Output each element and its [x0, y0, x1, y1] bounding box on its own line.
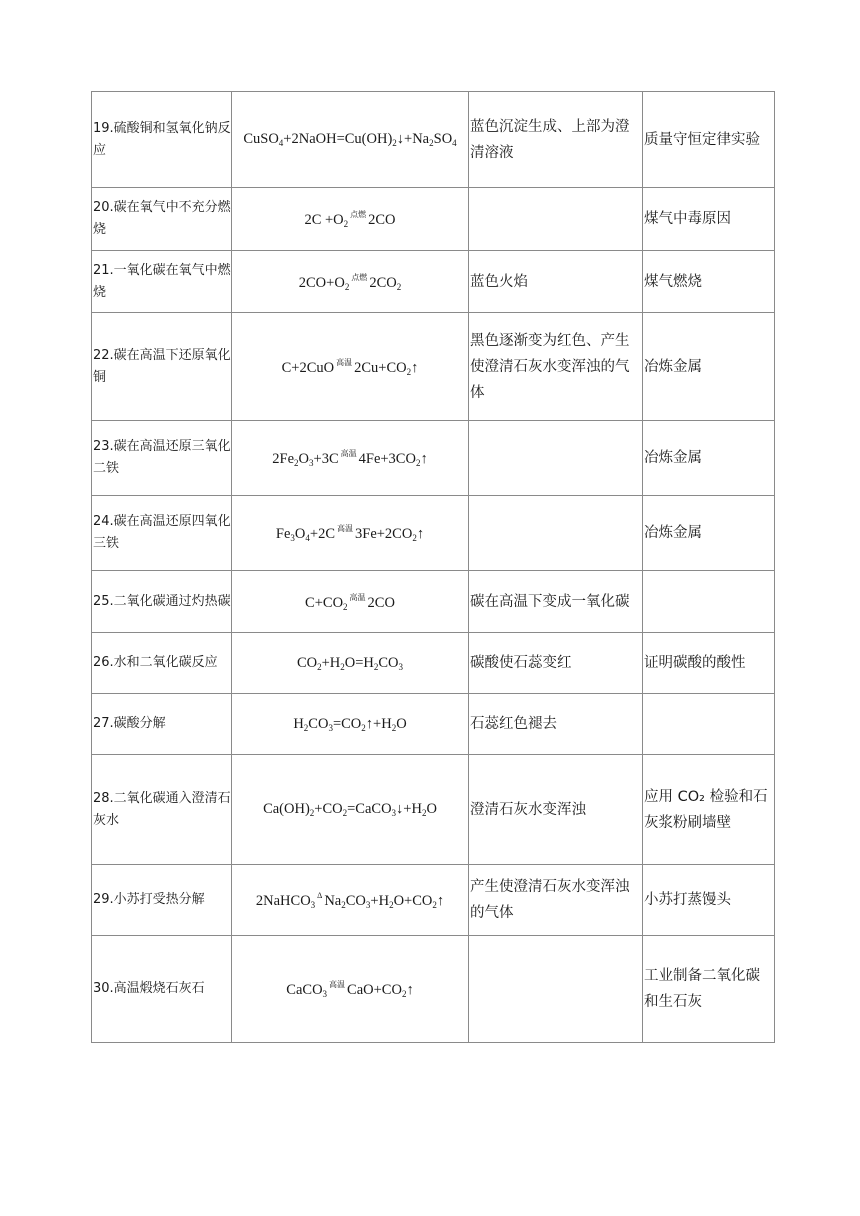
phenomenon-cell [469, 865, 643, 936]
equation-text: O [294, 526, 306, 542]
application-cell [643, 496, 775, 571]
equation-subscript: 2 [389, 899, 394, 910]
table-row [92, 496, 775, 571]
equation-text: O=H [344, 654, 374, 671]
equation-subscript: 3 [398, 661, 404, 672]
equation-text: Fe [275, 526, 291, 542]
equation-cell [232, 188, 469, 251]
equation-subscript: 4 [452, 138, 457, 148]
equation-cell [232, 496, 469, 571]
equation-cell [232, 251, 469, 313]
reaction-name: 22.碳在高温下还原氧化铜 [93, 347, 231, 385]
equation-text: ↑ [406, 982, 414, 998]
equation-text: Na [324, 892, 342, 909]
reaction-phenomenon: 蓝色沉淀生成、上部为澄清溶液 [470, 118, 630, 161]
equation-subscript: 3 [365, 899, 371, 910]
equation-cell [232, 571, 469, 633]
equation-text: ↑+H [365, 715, 392, 732]
equation-subscript: 2 [341, 899, 346, 910]
equation-subscript: 3 [328, 722, 333, 733]
reaction-name: 25.二氧化碳通过灼热碳 [93, 593, 231, 609]
reaction-phenomenon: 产生使澄清石灰水变浑浊的气体 [470, 879, 630, 921]
equation-subscript: 2 [396, 281, 402, 292]
reaction-name: 21.一氧化碳在氧气中燃烧 [93, 262, 231, 300]
equation-text: O [298, 451, 310, 467]
reaction-name-cell [92, 755, 232, 865]
application-cell [643, 755, 775, 865]
equation-text: ↓+Na [396, 131, 430, 147]
chemical-equation [282, 357, 419, 377]
equation-subscript: 2 [406, 366, 412, 377]
reaction-application: 应用 CO₂ 检验和石灰浆粉刷墙壁 [644, 788, 768, 831]
table-row [92, 92, 775, 188]
equation-cell [232, 313, 469, 421]
equation-text: CO [308, 715, 329, 732]
chemical-equation [305, 592, 395, 612]
equation-text: 3Fe+2CO [355, 526, 413, 542]
equation-text: C+2CuO [281, 359, 335, 376]
equation-cell [232, 936, 469, 1043]
equation-text: ↑ [420, 451, 428, 467]
reaction-name: 30.高温煅烧石灰石 [93, 981, 205, 996]
equation-text: ↑ [416, 526, 425, 542]
equation-subscript: 2 [415, 458, 421, 468]
phenomenon-cell [469, 936, 643, 1043]
table-row [92, 694, 775, 755]
equation-subscript: 2 [401, 989, 407, 999]
equation-subscript: 2 [317, 661, 322, 672]
reaction-phenomenon: 碳在高温下变成一氧化碳 [470, 593, 630, 610]
equation-text: Ca(OH) [263, 801, 310, 817]
table-row [92, 865, 775, 936]
reaction-condition: 点燃 [351, 272, 368, 282]
equation-text: 2CO+O [298, 274, 345, 291]
equation-subscript: 3 [391, 808, 397, 818]
table-row [92, 755, 775, 865]
reaction-name-cell [92, 313, 232, 421]
chemical-equation [297, 655, 403, 672]
equation-text: 2CO [367, 594, 395, 611]
reaction-name: 26.水和二氧化碳反应 [93, 655, 218, 670]
application-cell [643, 421, 775, 496]
equation-text: ↓+H [396, 801, 422, 817]
equation-subscript: 2 [294, 458, 299, 468]
chemical-equation [304, 209, 395, 229]
table-row [92, 421, 775, 496]
reaction-name-cell [92, 421, 232, 496]
application-cell [643, 633, 775, 694]
chemical-equation [299, 272, 401, 292]
reaction-phenomenon: 澄清石灰水变浑浊 [470, 801, 586, 818]
equation-cell [232, 421, 469, 496]
table-row [92, 633, 775, 694]
equation-subscript: 3 [309, 458, 314, 468]
phenomenon-cell [469, 188, 643, 251]
reaction-name: 29.小苏打受热分解 [93, 892, 205, 907]
reaction-phenomenon: 黑色逐渐变为红色、产生使澄清石灰水变浑浊的气体 [470, 332, 630, 401]
equation-subscript: 2 [373, 661, 379, 672]
phenomenon-cell [469, 313, 643, 421]
equation-subscript: 2 [344, 281, 350, 292]
phenomenon-cell [469, 571, 643, 633]
table-row [92, 188, 775, 251]
reaction-name-cell [92, 865, 232, 936]
reaction-condition: 高温 [337, 524, 353, 533]
reaction-phenomenon: 蓝色火焰 [470, 273, 528, 290]
equation-text: 2CO [369, 274, 397, 291]
reaction-application: 冶炼金属 [644, 525, 702, 541]
reaction-condition: 高温 [349, 592, 366, 602]
chemical-equation [293, 716, 406, 733]
reaction-application: 质量守恒定律实验 [644, 131, 760, 148]
reaction-name-cell [92, 936, 232, 1043]
reaction-name: 19.硫酸铜和氢氧化钠反应 [93, 120, 231, 158]
reaction-name: 24.碳在高温还原四氧化三铁 [93, 514, 231, 551]
equation-text: ↑ [436, 892, 445, 909]
chemical-equation [263, 801, 437, 818]
reaction-table-body [92, 92, 775, 1043]
chemical-equation [256, 891, 444, 910]
equation-text: ↑ [411, 359, 419, 376]
phenomenon-cell [469, 694, 643, 755]
chemical-equation [272, 448, 427, 468]
table-row [92, 936, 775, 1043]
equation-subscript: 2 [303, 722, 309, 733]
chemical-equation [286, 979, 413, 999]
application-cell [643, 571, 775, 633]
table-row [92, 251, 775, 313]
equation-text: H [293, 715, 304, 732]
equation-text: CO [345, 892, 366, 909]
reaction-condition: Δ [317, 890, 323, 900]
equation-subscript: 3 [310, 899, 316, 910]
equation-text: +H [321, 654, 341, 671]
equation-text: CaO+CO [347, 982, 402, 998]
reaction-application: 冶炼金属 [644, 358, 702, 375]
equation-text: 2CO [368, 212, 396, 228]
application-cell [643, 188, 775, 251]
equation-subscript: 2 [361, 722, 366, 733]
reaction-phenomenon: 石蕊红色褪去 [470, 716, 557, 732]
phenomenon-cell [469, 633, 643, 694]
reaction-name-cell [92, 188, 232, 251]
equation-text: SO [433, 131, 453, 147]
equation-cell [232, 92, 469, 188]
application-cell [643, 92, 775, 188]
reaction-name-cell [92, 92, 232, 188]
equation-text: 2C +O [304, 212, 344, 228]
equation-subscript: 2 [412, 533, 417, 543]
reaction-application: 煤气中毒原因 [644, 211, 731, 227]
reaction-name: 20.碳在氧气中不充分燃烧 [93, 200, 231, 237]
reaction-name-cell [92, 251, 232, 313]
equation-cell [232, 694, 469, 755]
equation-text: O [396, 715, 407, 732]
reaction-application: 煤气燃烧 [644, 273, 702, 290]
equation-text: CO [378, 654, 399, 671]
equation-text: C+CO [305, 594, 344, 611]
application-cell [643, 865, 775, 936]
reaction-name: 27.碳酸分解 [93, 716, 166, 731]
equation-text: +2C [309, 526, 335, 542]
equation-cell [232, 633, 469, 694]
equation-subscript: 2 [429, 138, 434, 148]
reaction-application: 冶炼金属 [644, 450, 702, 466]
equation-subscript: 2 [343, 601, 348, 612]
equation-subscript: 2 [391, 722, 397, 733]
equation-text: 2NaHCO [255, 892, 311, 909]
equation-text: +2NaOH=Cu(OH) [283, 131, 393, 147]
equation-text: =CO [332, 715, 362, 732]
reaction-application: 小苏打蒸馒头 [644, 892, 731, 908]
reaction-condition: 高温 [329, 980, 346, 989]
table-row [92, 571, 775, 633]
application-cell [643, 936, 775, 1043]
reaction-application: 证明碳酸的酸性 [644, 655, 746, 671]
application-cell [643, 694, 775, 755]
equation-subscript: 2 [343, 219, 349, 229]
equation-text: +H [370, 892, 390, 909]
reaction-name: 28.二氧化碳通入澄清石灰水 [93, 790, 231, 828]
equation-subscript: 2 [309, 808, 315, 818]
equation-subscript: 2 [340, 661, 345, 672]
equation-subscript: 3 [290, 533, 295, 543]
equation-subscript: 2 [342, 808, 348, 818]
reaction-phenomenon: 碳酸使石蕊变红 [470, 655, 572, 671]
equation-subscript: 3 [322, 989, 328, 999]
equation-text: +3C [313, 451, 339, 467]
equation-text: CO [296, 654, 318, 671]
equation-text: 2Cu+CO [354, 359, 407, 376]
equation-text: 2Fe [272, 451, 295, 467]
reaction-condition: 高温 [340, 449, 357, 458]
equation-subscript: 4 [305, 533, 310, 543]
equation-subscript: 2 [392, 138, 397, 148]
table-row [92, 313, 775, 421]
chemical-equation [276, 523, 424, 543]
reaction-table-page [91, 91, 770, 1043]
phenomenon-cell [469, 251, 643, 313]
phenomenon-cell [469, 421, 643, 496]
application-cell [643, 251, 775, 313]
reaction-condition: 高温 [336, 357, 353, 367]
equation-subscript: 2 [421, 808, 427, 818]
chemical-equation [243, 131, 456, 148]
equation-cell [232, 755, 469, 865]
equation-subscript: 2 [432, 899, 437, 910]
equation-subscript: 4 [278, 138, 284, 148]
reaction-name: 23.碳在高温还原三氧化二铁 [93, 439, 231, 476]
reaction-condition: 点燃 [350, 210, 367, 219]
reaction-name-cell [92, 694, 232, 755]
equation-text: CuSO [243, 131, 279, 147]
reaction-name-cell [92, 633, 232, 694]
equation-text: O+CO [393, 892, 433, 909]
reaction-name-cell [92, 496, 232, 571]
phenomenon-cell [469, 496, 643, 571]
equation-text: +CO [314, 801, 343, 817]
application-cell [643, 313, 775, 421]
phenomenon-cell [469, 92, 643, 188]
equation-text: =CaCO [347, 801, 392, 817]
phenomenon-cell [469, 755, 643, 865]
reaction-table [91, 91, 775, 1043]
equation-cell [232, 865, 469, 936]
equation-text: O [426, 801, 437, 817]
equation-text: CaCO [286, 982, 323, 998]
reaction-name-cell [92, 571, 232, 633]
equation-text: 4Fe+3CO [358, 451, 416, 467]
reaction-application: 工业制备二氧化碳和生石灰 [644, 968, 760, 1010]
